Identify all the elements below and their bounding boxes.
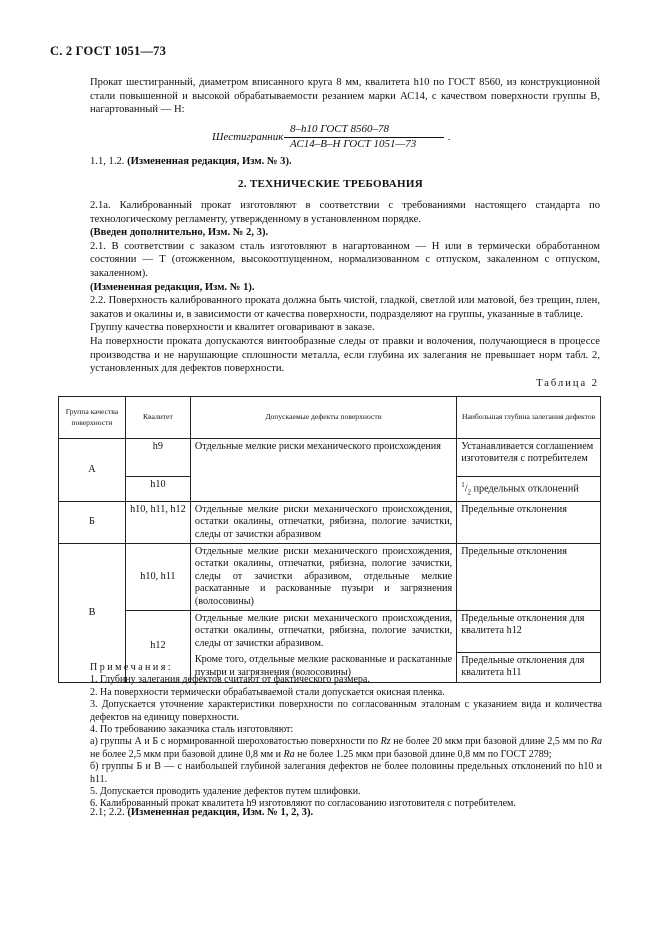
table-row	[59, 501, 601, 543]
depth-a-h10-text: предельных отклонений	[471, 483, 579, 495]
note-4a	[90, 736, 602, 761]
defect-v-3: Кроме того, отдельные мелкие раскованные и раскатанные пузыри и загрязнения (волосовины)	[190, 652, 456, 682]
depth-a-h9: Устанавливается соглашением изготовителя с потребителем	[457, 439, 601, 477]
defect-b: Отдельные мелкие риски механического происхождения, остатки окалины, отпечатки, рябизна, пологие зачистки, следы от зачистки абразивом	[190, 501, 456, 543]
group-a: А	[59, 439, 126, 502]
note-4a-part-2: не более 20 мкм при базовой длине 2,5 мм по	[390, 736, 591, 748]
grade-v-h10-h11: h10, h11	[125, 544, 190, 611]
paragraph-2-1a: 2.1а. Калиброванный прокат изготовляют в соответствии с требованиями настоящего стандарта по технологическому регламенту, утвержденному в установленном порядке.	[90, 200, 600, 225]
grade-v-h12: h12	[125, 611, 190, 683]
section-title: 2. ТЕХНИЧЕСКИЕ ТРЕБОВАНИЯ	[238, 178, 423, 190]
formula-denominator: АС14–В–Н ГОСТ 1051—73	[290, 138, 417, 150]
note-1: 1. Глубину залегания дефектов считают от фактического размера.	[90, 674, 370, 686]
paragraph-surface: На поверхности проката допускаются винтообразные следы от правки и волочения, получающиеся в процессе производства и не нарушающие сплошности металла, если глубина их залегания не превышает норм табл. 2, установленных для дефектов поверхности.	[90, 335, 600, 375]
paragraph-2-2: 2.2. Поверхность калиброванного проката должна быть чистой, гладкой, светлой или матовой, без трещин, плен, закатов и окалины и, в зависимости от качества поверхности, подразделяют на группы, указанные в таблице.	[90, 295, 600, 320]
paragraph-2-1-note: (Измененная редакция, Изм. № 1).	[90, 281, 255, 293]
header-defects: Допускаемые дефекты поверхности	[190, 397, 456, 439]
note-4a-part-3: не более 2,5 мкм при базовой длине 0,8 мм и	[90, 748, 284, 760]
table-row	[59, 611, 601, 653]
formula-numerator: 8–h10 ГОСТ 8560–78	[290, 123, 390, 135]
note-4a-part-4: не более 1.25 мкм при базовой длине 0,8 мм по ГОСТ 2789;	[294, 748, 552, 760]
intro-edit-note	[90, 155, 600, 169]
intro-edit-prefix: 1.1, 1.2.	[90, 156, 125, 167]
depth-v-3: Предельные отклонения для квалитета h11	[457, 652, 601, 682]
note-4a-rz: Rz	[380, 736, 391, 748]
header-depth: Наибольшая глубина залегания дефектов	[457, 397, 601, 439]
paragraph-group: Группу качества поверхности и квалитет оговаривают в заказе.	[90, 322, 375, 334]
note-6: 6. Калиброванный прокат квалитета h9 изготовляют по согласованию изготовителя с потребителем.	[90, 798, 516, 810]
table-header-row	[59, 397, 601, 439]
fraction-denominator: 2	[467, 488, 472, 497]
fraction-numerator: 1	[461, 481, 465, 489]
defects-table	[58, 396, 601, 683]
table-caption: Таблица 2	[536, 378, 599, 389]
defect-v-2: Отдельные мелкие риски механического происхождения, остатки окалины, отпечатки, рябизна, пологие зачистки, следы от зачистки абразивом.	[190, 611, 456, 653]
note-4a-ra-1: Ra	[590, 736, 602, 748]
group-b: Б	[59, 501, 126, 543]
depth-v-1: Предельные отклонения	[457, 544, 601, 611]
note-4: 4. По требованию заказчика сталь изготовляют:	[90, 724, 294, 736]
depth-a-h10: $^1/_2$ предельных отклонений	[457, 477, 601, 502]
footer-note: (Измененная редакция, Изм. № 1, 2, 3).	[127, 807, 314, 818]
page-header: С. 2 ГОСТ 1051—73	[50, 44, 167, 58]
table-row	[59, 544, 601, 611]
table-row	[59, 439, 601, 477]
note-5: 5. Допускается проводить удаление дефектов путем шлифовки.	[90, 786, 361, 798]
note-2: 2. На поверхности термически обрабатываемой стали допускается окисная пленка.	[90, 686, 445, 698]
note-3: 3. Допускается уточнение характеристики поверхности по согласованным эталонам с указанием вида и количества дефектов на единицу поверхности.	[90, 699, 602, 723]
group-v: В	[59, 544, 126, 683]
footer-prefix: 2.1; 2.2.	[90, 807, 125, 818]
grade-b: h10, h11, h12	[125, 501, 190, 543]
paragraph-2-1a-note: (Введен дополнительно, Изм. № 2, 3).	[90, 227, 269, 239]
notes-title: Примечания:	[90, 662, 174, 673]
footer-edit-note	[90, 807, 313, 818]
grade-a-h9: h9	[125, 439, 190, 477]
intro-edit-note-text: (Измененная редакция, Изм. № 3).	[127, 156, 292, 167]
note-4a-ra-2: Ra	[283, 748, 295, 760]
paragraph-2-1: 2.1. В соответствии с заказом сталь изготовляют в нагартованном — Н или в термически обработанном состоянии — Т (отожженном, высокоотпущенном, нормализованном с отпуском, закаленном с отпуском, закаленном).	[90, 240, 600, 279]
formula-end: .	[448, 131, 451, 143]
defect-v-1: Отдельные мелкие риски механического происхождения, остатки окалины, отпечатки, рябизна, пологие зачистки, следы от зачистки абразивом, отдельные мелкие раскатанные и раскованные пузыри и загрязнения (волосовины)	[190, 544, 456, 611]
table-notes	[90, 662, 602, 811]
intro-text: Прокат шестигранный, диаметром вписанного круга 8 мм, квалитета h10 по ГОСТ 8560, из конструкционной стали повышенной и высокой обрабатываемости резанием марки АС14, с качеством поверхности группы В, нагартованный — Н:	[90, 77, 600, 116]
depth-b: Предельные отклонения	[457, 501, 601, 543]
header-group: Группа качества поверхности	[59, 397, 126, 439]
grade-a-h10: h10	[125, 477, 190, 502]
formula-label: Шестигранник	[212, 131, 284, 143]
section-body	[90, 199, 600, 376]
intro-paragraph	[90, 76, 600, 117]
note-4b: б) группы Б и В — с наибольшей глубиной залегания дефектов не более половины предельных отклонений по h10 и h11.	[90, 761, 602, 785]
header-grade: Квалитет	[125, 397, 190, 439]
defect-a: Отдельные мелкие риски механического происхождения	[190, 439, 456, 502]
note-4a-part-1: а) группы А и Б с нормированной шероховатостью поверхности по	[90, 736, 381, 748]
depth-v-2: Предельные отклонения для квалитета h12	[457, 611, 601, 653]
